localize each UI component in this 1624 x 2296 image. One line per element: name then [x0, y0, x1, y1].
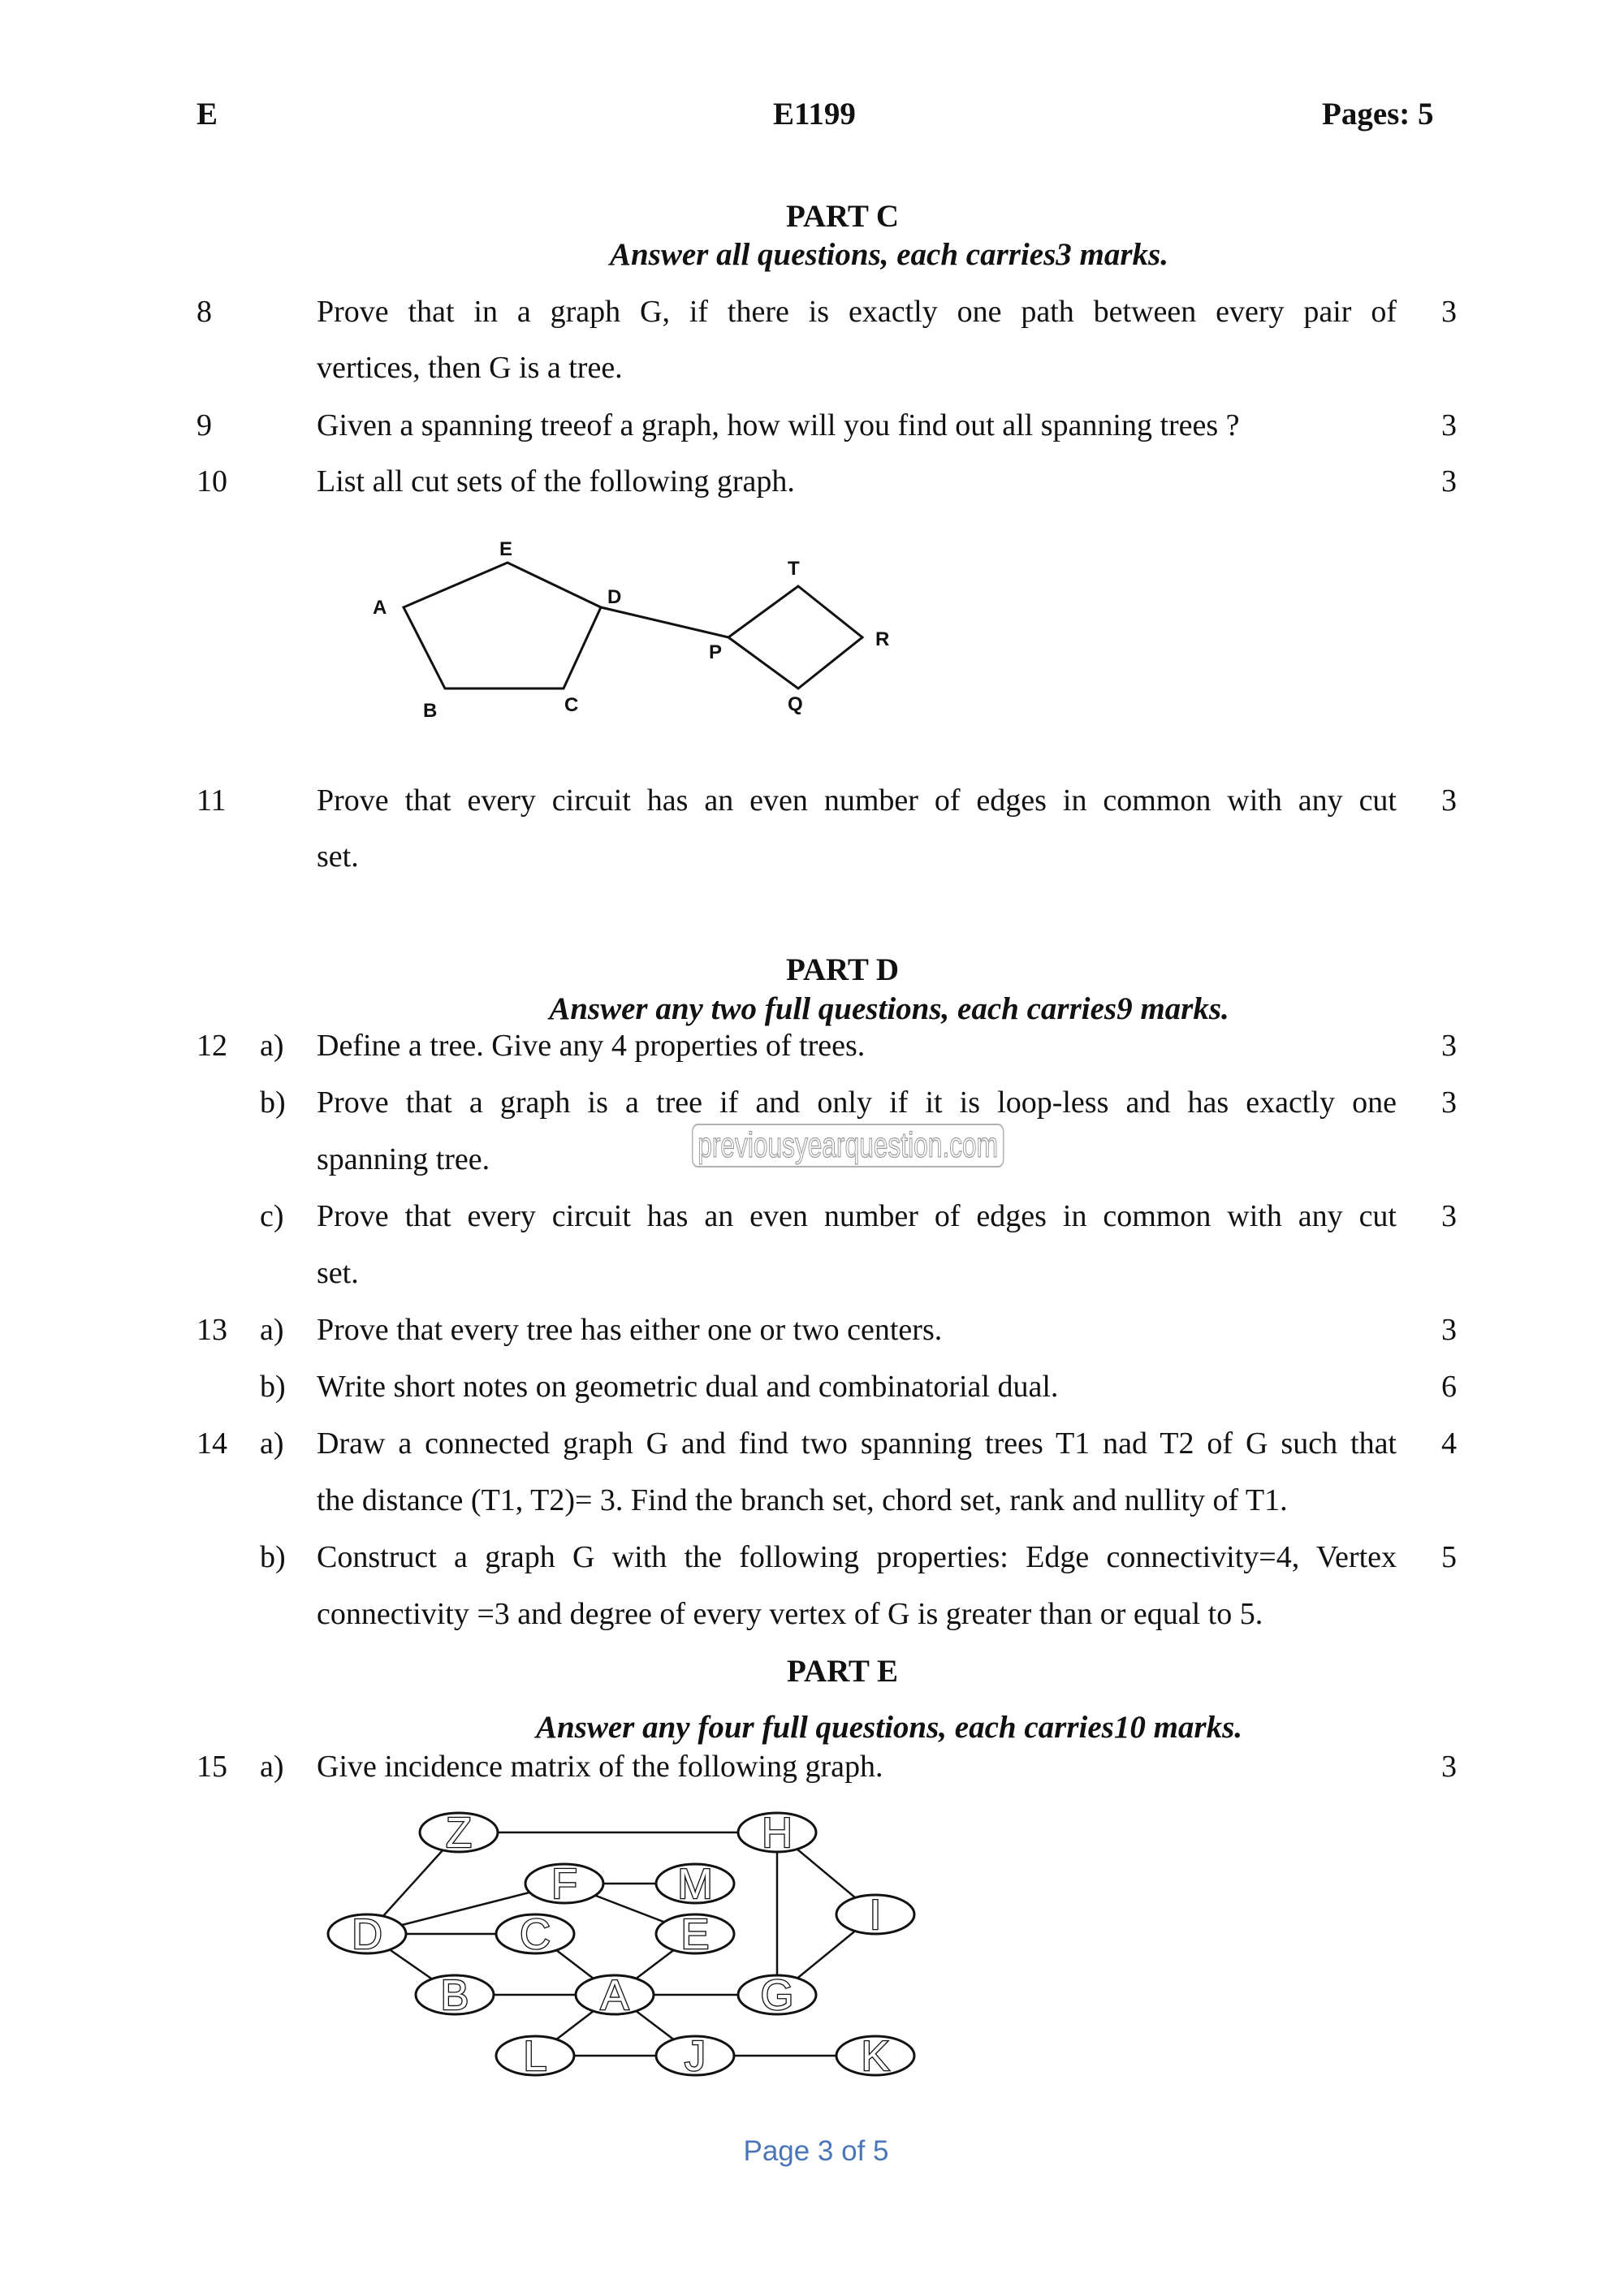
graph-edges: [367, 1832, 875, 2056]
question-marks: 3: [1441, 1313, 1457, 1347]
question-text: vertices, then G is a tree.: [317, 351, 623, 385]
vertex-label-b: B: [423, 700, 438, 722]
question-marks: 5: [1441, 1540, 1457, 1574]
question-text: set.: [317, 1256, 359, 1290]
question-marks: 3: [1441, 295, 1457, 329]
vertex-label-j: J: [685, 2033, 706, 2080]
part-e-instruction: Answer any four full questions, each carries10 marks.: [535, 1710, 1243, 1745]
part-c-instruction: Answer all questions, each carries3 marks.: [609, 237, 1168, 272]
subquestion-label: b): [260, 1085, 286, 1120]
vertex-label-f: F: [551, 1861, 577, 1908]
question-text: spanning tree.: [317, 1142, 490, 1176]
question-text: Prove that every circuit has an even number of edges in common with any cut: [317, 1199, 1397, 1233]
header-pages: Pages: 5: [1322, 97, 1434, 132]
vertex-label-l: L: [523, 2033, 547, 2080]
page-footer: Page 3 of 5: [743, 2135, 889, 2167]
question-number: 8: [197, 295, 212, 329]
question-text: connectivity =3 and degree of every vertex of G is greater than or equal to 5.: [317, 1597, 1263, 1631]
question-text: the distance (T1, T2)= 3. Find the branch set, chord set, rank and nullity of T1.: [317, 1483, 1288, 1517]
vertex-label-m: M: [677, 1861, 713, 1908]
vertex-label-k: K: [861, 2033, 890, 2080]
vertex-label-a: A: [600, 1972, 629, 2019]
question-number: 11: [197, 783, 227, 818]
question-marks: 4: [1441, 1426, 1457, 1461]
question-text: Prove that a graph is a tree if and only if it is loop-less and has exactly one: [317, 1085, 1397, 1120]
vertex-label-g: G: [760, 1972, 794, 2019]
vertex-label-z: Z: [446, 1810, 472, 1857]
question-text: Define a tree. Give any 4 properties of trees.: [317, 1029, 866, 1063]
question-number: 10: [197, 464, 227, 498]
vertex-label-d: D: [352, 1911, 382, 1958]
part-c-title: PART C: [785, 199, 900, 234]
subquestion-label: b): [260, 1540, 286, 1574]
vertex-label-p: P: [709, 641, 723, 663]
subquestion-label: a): [260, 1750, 284, 1784]
vertex-label-q: Q: [788, 693, 803, 715]
vertex-label-t: T: [788, 558, 800, 580]
question-text: Prove that every circuit has an even number of edges in common with any cut: [317, 783, 1397, 818]
subquestion-label: c): [260, 1199, 284, 1233]
question-text: Given a spanning treeof a graph, how will you find out all spanning trees ?: [317, 408, 1240, 442]
question-number: 9: [197, 408, 212, 442]
question-marks: 6: [1441, 1370, 1457, 1404]
subquestion-label: b): [260, 1370, 286, 1404]
subquestion-label: a): [260, 1029, 284, 1063]
vertex-label-c: C: [564, 694, 579, 716]
question-number: 12: [197, 1029, 227, 1063]
question-marks: 3: [1441, 1029, 1457, 1063]
question-text: Give incidence matrix of the following graph.: [317, 1750, 883, 1784]
vertex-label-e: E: [499, 538, 513, 560]
question-number: 15: [197, 1750, 227, 1784]
question-text: Write short notes on geometric dual and combinatorial dual.: [317, 1370, 1059, 1404]
question-marks: 3: [1441, 464, 1457, 498]
question-marks: 3: [1441, 1085, 1457, 1120]
vertex-label-a: A: [373, 597, 387, 619]
question-number: 13: [197, 1313, 227, 1347]
question-text: Draw a connected graph G and find two spanning trees T1 nad T2 of G such that: [317, 1426, 1397, 1461]
vertex-label-b: B: [440, 1972, 469, 2019]
question-text: Prove that in a graph G, if there is exactly one path between every pair of: [317, 295, 1397, 329]
header-code: E1199: [773, 97, 856, 132]
subquestion-label: a): [260, 1313, 284, 1347]
question-number: 14: [197, 1426, 227, 1461]
vertex-label-h: H: [762, 1810, 793, 1857]
part-d-title: PART D: [785, 952, 900, 987]
question-marks: 3: [1441, 408, 1457, 442]
part-d-instruction: Answer any two full questions, each carries9 marks.: [549, 991, 1229, 1026]
watermark: previousyearquestion.com: [692, 1124, 1004, 1167]
question-text: List all cut sets of the following graph.: [317, 464, 795, 498]
vertex-label-e: E: [680, 1911, 710, 1958]
question-marks: 3: [1441, 1750, 1457, 1784]
question-text: Prove that every tree has either one or two centers.: [317, 1313, 943, 1347]
vertex-label-c: C: [520, 1911, 551, 1958]
question-text: Construct a graph G with the following properties: Edge connectivity=4, Vertex: [317, 1540, 1397, 1574]
vertex-label-d: D: [607, 586, 622, 608]
question-text: set.: [317, 839, 359, 874]
question-marks: 3: [1441, 783, 1457, 818]
part-e-title: PART E: [787, 1654, 898, 1689]
vertex-label-r: R: [875, 628, 890, 650]
question-marks: 3: [1441, 1199, 1457, 1233]
subquestion-label: a): [260, 1426, 284, 1461]
header-left: E: [197, 97, 218, 132]
vertex-label-i: I: [869, 1892, 882, 1939]
